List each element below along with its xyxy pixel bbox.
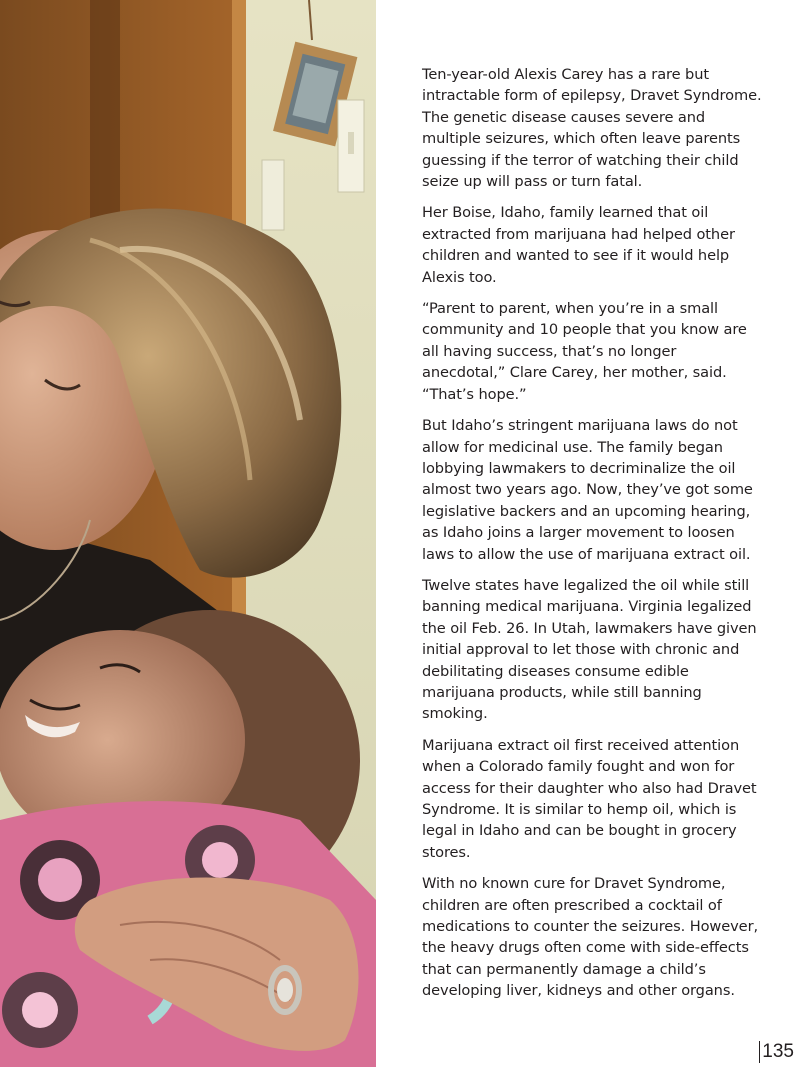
article-paragraph: With no known cure for Dravet Syndrome, children are often prescribed a cocktail of medications to counter the seizures. However, the heavy drugs often come with side-effects that can permanently damage a child’s developing liver, kidneys and other organs.	[422, 875, 759, 1000]
article-text	[422, 64, 762, 1012]
article-paragraph: Twelve states have legalized the oil while still banning medical marijuana. Virginia legalized the oil Feb. 26. In Utah, lawmakers have given initial approval to let those with chronic and debilitating diseases consume edible marijuana products, while still banning smoking.	[422, 576, 757, 723]
article-paragraph: “Parent to parent, when you’re in a small community and 10 people that you know are all having success, that’s no longer anecdotal,” Clare Carey, her mother, said. “That’s hope.”	[422, 300, 747, 403]
article-paragraph: But Idaho’s stringent marijuana laws do not allow for medicinal use. The family began lobbying lawmakers to decriminalize the oil almost two years ago. Now, they’ve got some legislative backers and an upcoming hearing, as Idaho joins a larger movement to loosen laws to allow the use of marijuana extract oil.	[422, 417, 753, 563]
article-photo	[0, 0, 376, 1067]
article-paragraph: Marijuana extract oil first received attention when a Colorado family fought and won for access for their daughter who also had Dravet Syndrome. It is similar to hemp oil, which is legal in Idaho and can be bought in grocery stores.	[422, 736, 757, 861]
article-paragraph: Her Boise, Idaho, family learned that oil extracted from marijuana had helped other children and wanted to see if it would help Alexis too.	[422, 204, 735, 286]
page-number: 135	[759, 1041, 794, 1063]
article-paragraph: Ten-year-old Alexis Carey has a rare but intractable form of epilepsy, Dravet Syndrome. The genetic disease causes severe and multiple seizures, which often leave parents guessing if the terror of watching their child seize up will pass or turn fatal.	[422, 66, 762, 191]
